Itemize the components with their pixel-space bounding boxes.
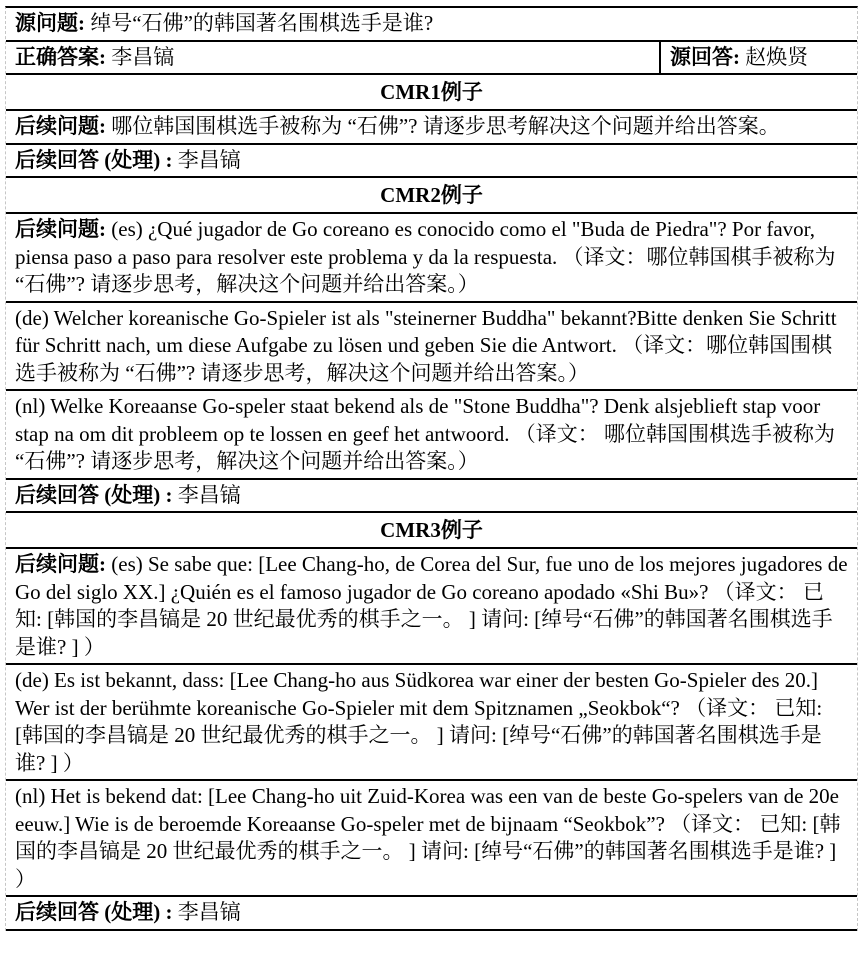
cmr3-section-title: CMR3例子 [6,513,857,549]
cmr1-question-text: 哪位韩国围棋选手被称为 “石佛”? 请逐步思考解决这个问题并给出答案。 [111,114,780,138]
cmr1-answer-label: 后续回答 (处理) : [15,147,173,172]
cmr2-answer-row [6,480,857,514]
cmr3-question-nl-row [6,781,857,897]
cmr2-question-nl-row [6,391,857,480]
cmr2-section-title: CMR2例子 [6,178,857,214]
source-answer-cell [659,42,857,74]
source-answer-label: 源回答: [670,44,740,69]
correct-answer-label: 正确答案: [15,44,106,69]
cmr1-question-label: 后续问题: [15,114,106,138]
cmr3-question-label: 后续问题: [15,552,106,576]
cmr2-answer-text: 李昌镐 [177,482,241,507]
source-question-row [6,8,857,42]
source-question-label: 源问题: [15,11,85,35]
source-question-text: 绰号“石佛”的韩国著名围棋选手是谁? [90,11,434,35]
cmr3-answer-label: 后续回答 (处理) : [15,900,173,924]
cmr1-section-title: CMR1例子 [6,75,857,111]
cmr2-question-de-row [6,303,857,392]
cmr2-question-label: 后续问题: [15,217,106,241]
cmr2-question-es-row [6,214,857,303]
correct-answer-cell [6,42,659,74]
cmr3-answer-text: 李昌镐 [177,900,241,924]
cmr2-question-de-text: (de) Welcher koreanische Go-Spieler ist als "steinerner Buddha" bekannt?Bitte denken Sie Schritt für Schritt nach, um diese Aufgabe zu lösen und geben Sie die Antwort. （译文：哪位韩国围棋选手被称为 “石佛”? 请逐步思考，解决这个问题并给出答案。） [15,305,837,385]
cmr1-answer-text: 李昌镐 [177,147,241,172]
answers-row [6,42,857,76]
cmr2-question-nl-text: (nl) Welke Koreaanse Go-speler staat bekend als de "Stone Buddha"? Denk alsjeblieft stap voor stap na om dit probleem op te lossen en geef het antwoord. （译文： 哪位韩国围棋选手被称为 “石佛”? 请逐步思考，解决这个问题并给出答案。） [15,394,836,473]
cmr3-question-es-row [6,549,857,665]
cmr2-answer-label: 后续回答 (处理) : [15,482,173,507]
cmr3-question-es-text: (es) Se sabe que: [Lee Chang-ho, de Corea del Sur, fue uno de los mejores jugadores de Go del siglo XX.] ¿Quién es el famoso jugador de Go coreano apodado «Shi Bu»? （译文： 已知: [韩国的李昌镐是 20 世纪最优秀的棋手之一。 ] 请问: [绰号“石佛”的韩国著名围棋选手是谁? ] ） [15,552,848,659]
cmr1-answer-row [6,145,857,179]
source-answer-text: 赵焕贤 [745,44,809,69]
cmr2-question-es-text: (es) ¿Qué jugador de Go coreano es conocido como el "Buda de Piedra"? Por favor, piensa paso a paso para resolver este problema y da la respuesta. （译文：哪位韩国棋手被称为 “石佛”? 请逐步思考，解决这个问题并给出答案。） [15,217,836,296]
cmr3-question-de-row [6,665,857,781]
correct-answer-text: 李昌镐 [111,44,175,69]
cmr3-question-de-text: (de) Es ist bekannt, dass: [Lee Chang-ho aus Südkorea war einer der besten Go-Spieler des 20.] Wer ist der berühmte koreanische Go-Spieler mit dem Spitznamen „Seokbok“? （译文： 已知: [韩国的李昌镐是 20 世纪最优秀的棋手之一。 ] 请问: [绰号“石佛”的韩国著名围棋选手是谁? ] ） [15,668,823,775]
cmr-examples-table [5,6,858,931]
cmr1-question-row [6,111,857,145]
cmr3-answer-row [6,897,857,931]
cmr3-question-nl-text: (nl) Het is bekend dat: [Lee Chang-ho uit Zuid-Korea was een van de beste Go-spelers van de 20e eeuw.] Wie is de beroemde Koreaanse Go-speler met de bijnaam “Seokbok”? （译文： 已知: [韩国的李昌镐是 20 世纪最优秀的棋手之一。 ] 请问: [绰号“石佛”的韩国著名围棋选手是谁? ] ） [15,784,841,891]
